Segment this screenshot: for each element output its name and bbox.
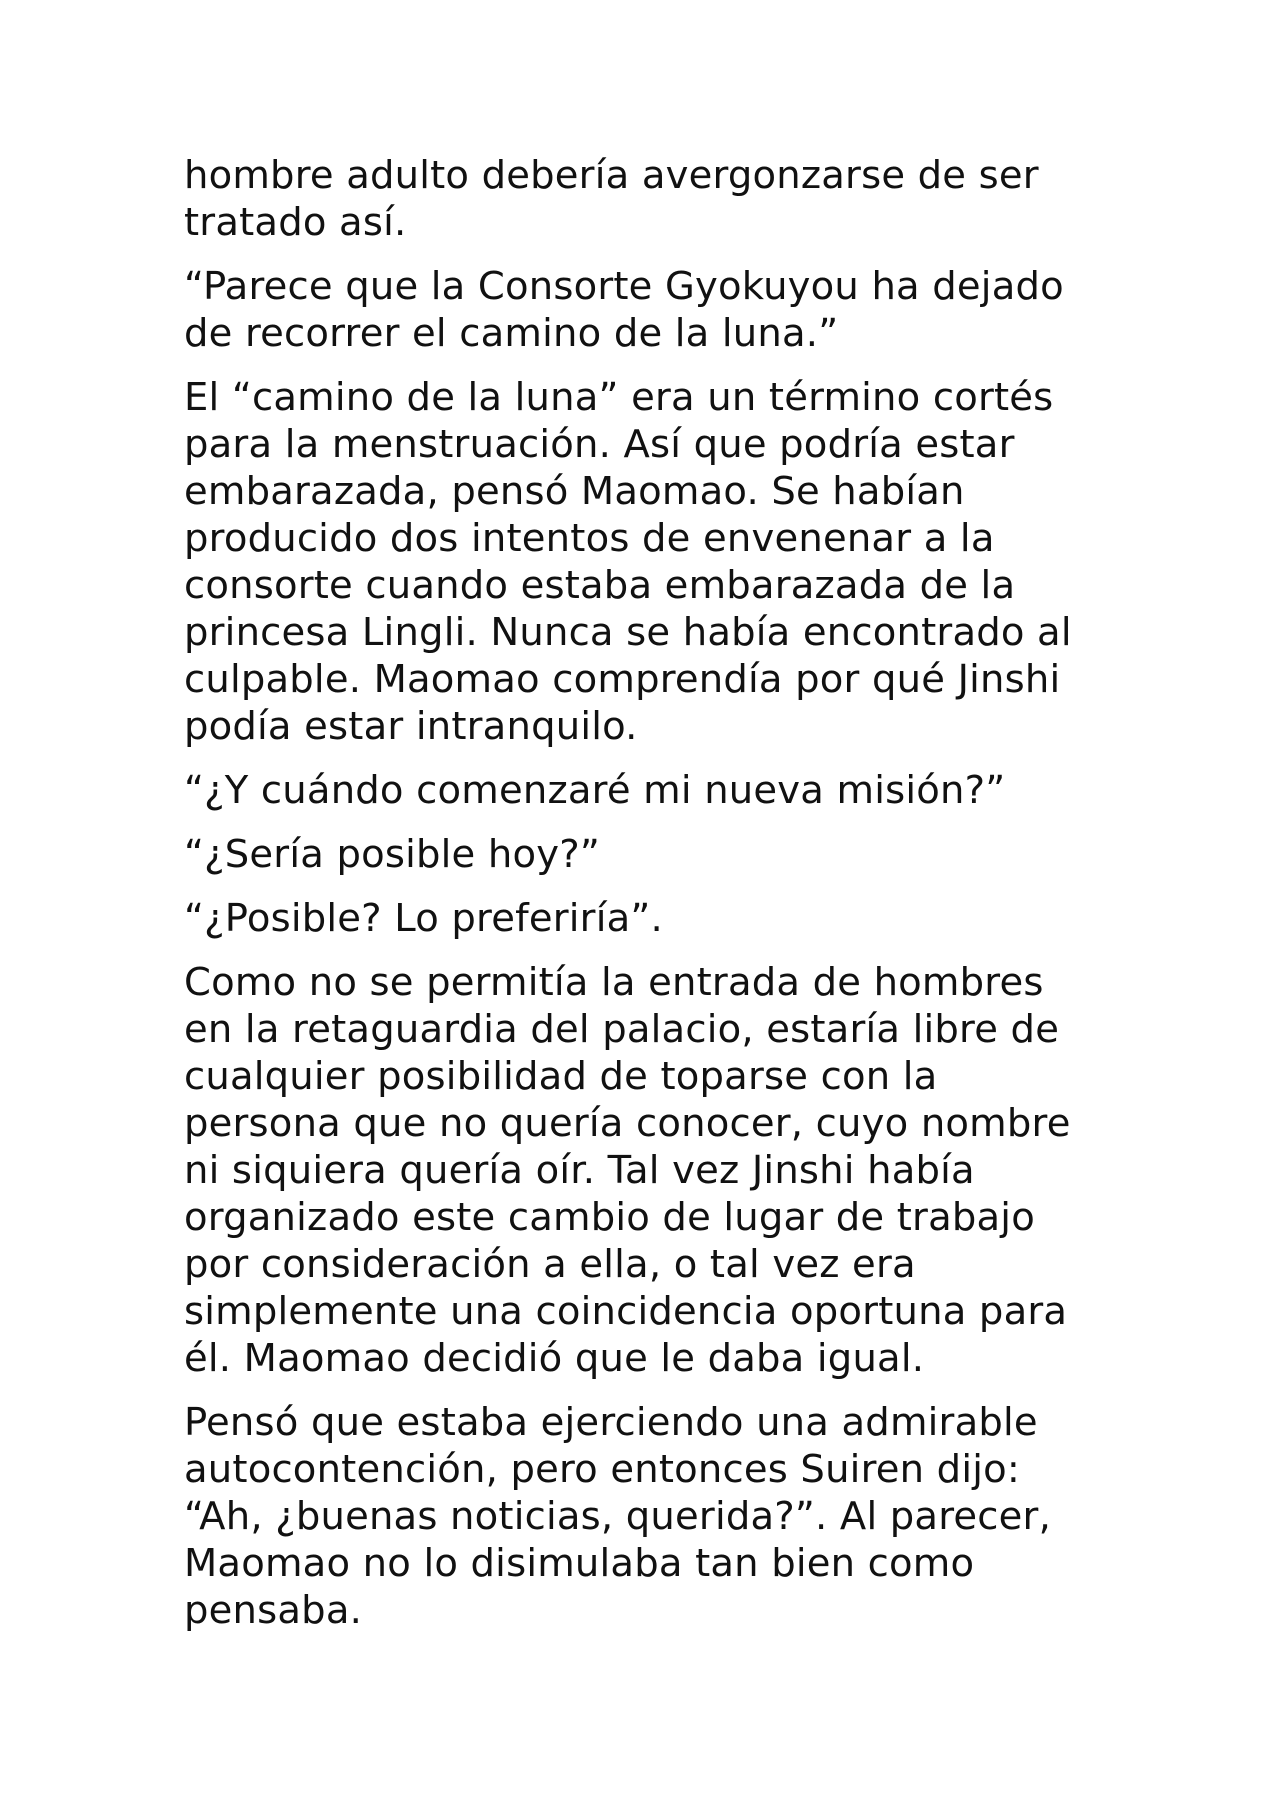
paragraph-1: hombre adulto debería avergonzarse de ser tratado así.: [184, 153, 1039, 245]
paragraph-3: El “camino de la luna” era un término cortés para la menstruación. Así que podría estar embarazada, pensó Maomao. Se habían producido dos intentos de envenenar a la consorte cuando estaba embarazada de la princesa Lingli. Nunca se había encontrado al culpable. Maomao comprendía por qué Jinshi podía estar intranquilo.: [184, 375, 1072, 749]
paragraph-7: Como no se permitía la entrada de hombres en la retaguardia del palacio, estaría libre de cualquier posibilidad de toparse con la persona que no quería conocer, cuyo nombre ni siquiera quería oír. Tal vez Jinshi había organizado este cambio de lugar de trabajo por consideración a ella, o tal vez era simplemente una coincidencia oportuna para él. Maomao decidió que le daba igual.: [184, 960, 1071, 1381]
paragraph-5: “¿Sería posible hoy?”: [184, 832, 600, 877]
paragraph-6: “¿Posible? Lo preferiría”.: [184, 896, 663, 941]
paragraph-4: “¿Y cuándo comenzaré mi nueva misión?”: [184, 768, 1006, 813]
document-page: [184, 152, 1094, 1651]
paragraph-8: Pensó que estaba ejerciendo una admirable autocontención, pero entonces Suiren dijo: “Ah, ¿buenas noticias, querida?”. Al parecer, Maomao no lo disimulaba tan bien como pensaba.: [184, 1400, 1052, 1633]
paragraph-2: “Parece que la Consorte Gyokuyou ha dejado de recorrer el camino de la luna.”: [184, 264, 1064, 356]
